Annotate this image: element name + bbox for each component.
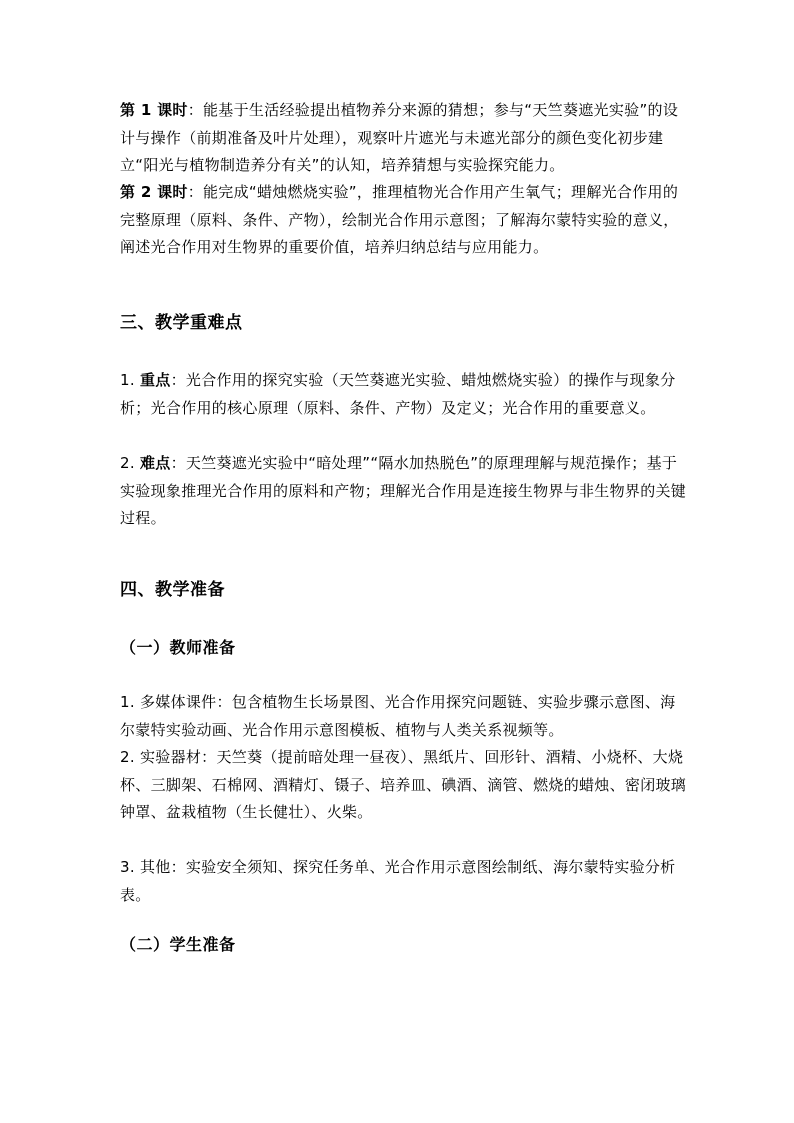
teacher-prep-item-2: 2. 实验器材：天竺葵（提前暗处理一昼夜）、黑纸片、回形针、酒精、小烧杯、大烧杯、三脚架、石棉网、酒精灯、镊子、培养皿、碘酒、滴管、燃烧的蜡烛、密闭玻璃钟罩、盆栽植物（生长健壮）、火柴。 [120, 748, 687, 821]
lesson1-text: ：能基于生活经验提出植物养分来源的猜想；参与“天竺葵遮光实验”的设计与操作（前期准备及叶片处理），观察叶片遮光与未遮光部分的颜色变化初步建立“阳光与植物制造养分有关”的认知，培养猜想与实验探究能力。 [120, 101, 679, 174]
key-point-text: ：光合作用的探究实验（天竺葵遮光实验、蜡烛燃烧实验）的操作与现象分析；光合作用的核心原理（原料、条件、产物）及定义；光合作用的重要意义。 [120, 371, 676, 417]
key-point-number: 1. [120, 371, 140, 389]
lesson1-label: 第 1 课时 [120, 101, 188, 119]
lesson2-text: ：能完成“蜡烛燃烧实验”，推理植物光合作用产生氧气；理解光合作用的完整原理（原料、条件、产物），绘制光合作用示意图；了解海尔蒙特实验的意义，阐述光合作用对生物界的重要价值，培养归纳总结与应用能力。 [120, 183, 679, 256]
student-prep-heading: （二）学生准备 [120, 935, 236, 954]
teacher-prep-heading: （一）教师准备 [120, 638, 236, 657]
difficult-point-label: 难点 [139, 454, 171, 472]
difficult-point-text: ：天竺葵遮光实验中“暗处理”“隔水加热脱色”的原理理解与规范操作；基于实验现象推理光合作用的原料和产物；理解光合作用是连接生物界与非生物界的关键过程。 [120, 454, 687, 527]
key-point [120, 367, 690, 422]
lesson1-objective [120, 97, 690, 180]
difficult-point [120, 450, 690, 533]
section4-heading: 四、教学准备 [120, 580, 225, 600]
section3-heading: 三、教学重难点 [120, 313, 243, 333]
lesson2-objective [120, 179, 690, 262]
lesson2-label: 第 2 课时 [120, 183, 188, 201]
difficult-point-number: 2. [120, 454, 140, 472]
teacher-prep-item-1: 1. 多媒体课件：包含植物生长场景图、光合作用探究问题链、实验步骤示意图、海尔蒙特实验动画、光合作用示意图模板、植物与人类关系视频等。 [120, 693, 676, 739]
key-point-label: 重点 [139, 371, 171, 389]
teacher-prep-item-3: 3. 其他：实验安全须知、探究任务单、光合作用示意图绘制纸、海尔蒙特实验分析表。 [120, 858, 676, 904]
